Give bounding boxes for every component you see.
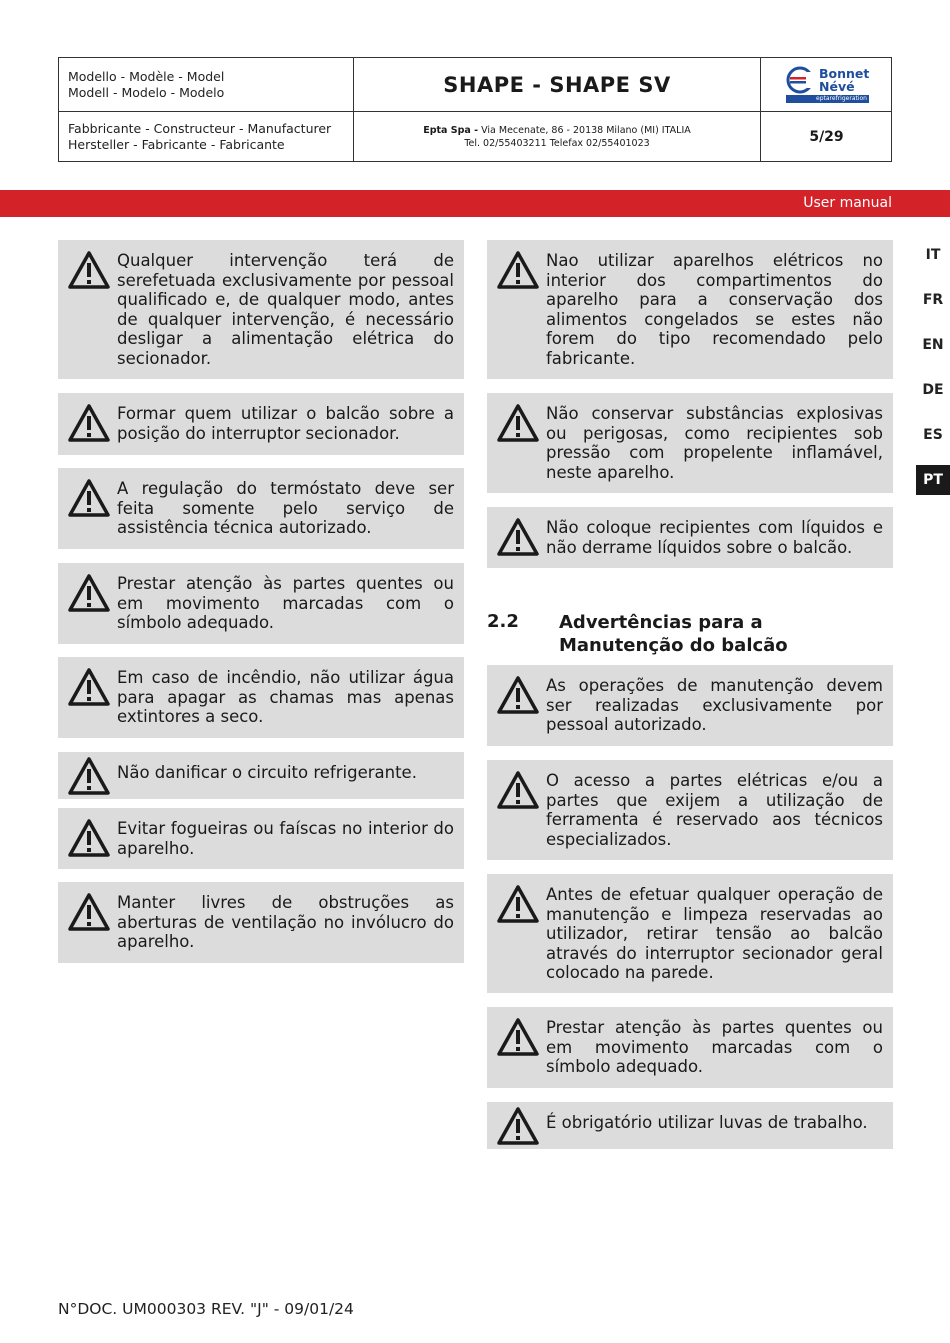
model-label: Modello - Modèle - Model Modell - Modelo - Modelo [68, 69, 225, 100]
section-number: 2.2 [487, 611, 519, 632]
brand-logo [761, 58, 892, 111]
warning-triangle-icon [67, 250, 111, 290]
lang-tab-es[interactable]: ES [916, 420, 950, 450]
warning-box [487, 507, 893, 568]
warning-triangle-icon [496, 675, 540, 715]
warning-text: Qualquer intervenção terá de serefetuada exclusivamente por pessoal qualificado e, de qualquer modo, antes de qualquer intervenção, é necessário desligar a alimentação elétrica do secionador. [117, 251, 454, 368]
warning-text: Prestar atenção às partes quentes ou em movimento marcadas com o símbolo adequado. [117, 574, 454, 632]
warning-box [58, 468, 464, 549]
warning-triangle-icon [496, 250, 540, 290]
warning-triangle-icon [67, 818, 111, 858]
document-header [58, 57, 892, 162]
warning-triangle-icon [67, 892, 111, 932]
warning-text: Evitar fogueiras ou faíscas no interior do aparelho. [117, 819, 454, 858]
warning-text: Não coloque recipientes com líquidos e não derrame líquidos sobre o balcão. [546, 518, 883, 557]
warning-text: O acesso a partes elétricas e/ou a partes que exijem a utilização de ferramenta é reservado aos técnicos especializados. [546, 771, 883, 849]
address-text: Via Mecenate, 86 - 20138 Milano (MI) ITALIA [478, 125, 691, 136]
warning-triangle-icon [67, 756, 111, 796]
bonnet-neve-logo-icon [786, 66, 816, 94]
warning-triangle-icon [67, 573, 111, 613]
warning-triangle-icon [496, 1017, 540, 1057]
document-title: SHAPE - SHAPE SV [443, 72, 671, 97]
warning-text: A regulação do termóstato deve ser feita somente pelo serviço de assistência técnica autorizado. [117, 479, 454, 537]
warning-text: Não danificar o circuito refrigerante. [117, 763, 417, 782]
warning-text: Em caso de incêndio, não utilizar água para apagar as chamas mas apenas extintores a seco. [117, 668, 454, 726]
warning-box [487, 874, 893, 993]
warning-text: É obrigatório utilizar luvas de trabalho. [546, 1113, 868, 1132]
logo-text-neve: Névé [819, 79, 855, 94]
warning-box [58, 393, 464, 455]
page-number: 5/29 [809, 129, 844, 145]
warning-box [58, 882, 464, 963]
warning-triangle-icon [67, 403, 111, 443]
warning-box [58, 563, 464, 644]
warning-text: As operações de manutenção devem ser realizadas exclusivamente por pessoal autorizado. [546, 676, 883, 734]
document-reference: N°DOC. UM000303 REV. "J" - 09/01/24 [58, 1300, 354, 1318]
warning-triangle-icon [67, 667, 111, 707]
logo-text-bonnet: Bonnet [819, 66, 870, 81]
warning-text: Nao utilizar aparelhos elétricos no interior dos compartimentos do aparelho para a conservação dos alimentos congelados se estes não forem do tipo recomendado pelo fabricante. [546, 251, 883, 368]
warning-triangle-icon [67, 478, 111, 518]
warning-triangle-icon [496, 770, 540, 810]
warning-triangle-icon [496, 1106, 540, 1146]
manufacturer-label: Fabbricante - Constructeur - Manufacturer Hersteller - Fabricante - Fabricante [68, 121, 332, 152]
warning-box [487, 240, 893, 379]
lang-tab-it[interactable]: IT [916, 240, 950, 270]
band-label: User manual [803, 195, 892, 211]
lang-tab-fr[interactable]: FR [916, 285, 950, 315]
language-tabs [916, 240, 950, 510]
warning-box [487, 1102, 893, 1149]
warning-text: Formar quem utilizar o balcão sobre a posição do interruptor secionador. [117, 404, 454, 443]
company-name: Epta Spa - [423, 125, 479, 136]
warning-triangle-icon [496, 884, 540, 924]
phone-text: Tel. 02/55403211 Telefax 02/55401023 [464, 138, 650, 149]
warning-triangle-icon [496, 517, 540, 557]
lang-tab-pt[interactable]: PT [916, 465, 950, 495]
manufacturer-address [354, 112, 760, 162]
lang-tab-en[interactable]: EN [916, 330, 950, 360]
warning-box [487, 665, 893, 746]
lang-tab-de[interactable]: DE [916, 375, 950, 405]
warning-box [487, 393, 893, 493]
warning-box [58, 808, 464, 869]
section-band [0, 190, 950, 217]
warning-box [58, 657, 464, 738]
warning-box [58, 240, 464, 379]
warning-text: Não conservar substâncias explosivas ou perigosas, como recipientes sob pressão com propelente inflamável, neste aparelho. [546, 404, 883, 482]
warning-text: Prestar atenção às partes quentes ou em movimento marcadas com o símbolo adequado. [546, 1018, 883, 1076]
warning-box [58, 752, 464, 799]
warning-text: Antes de efetuar qualquer operação de manutenção e limpeza reservadas ao utilizador, retirar tensão ao balcão através do interruptor secionador geral colocado na parede. [546, 885, 883, 982]
warning-triangle-icon [496, 403, 540, 443]
section-title: Advertências para a Manutenção do balcão [559, 612, 788, 656]
warning-box [487, 760, 893, 860]
warning-text: Manter livres de obstruções as aberturas de ventilação no invólucro do aparelho. [117, 893, 454, 951]
logo-bar-epta: eptarefrigeration [786, 95, 869, 103]
warning-box [487, 1007, 893, 1088]
